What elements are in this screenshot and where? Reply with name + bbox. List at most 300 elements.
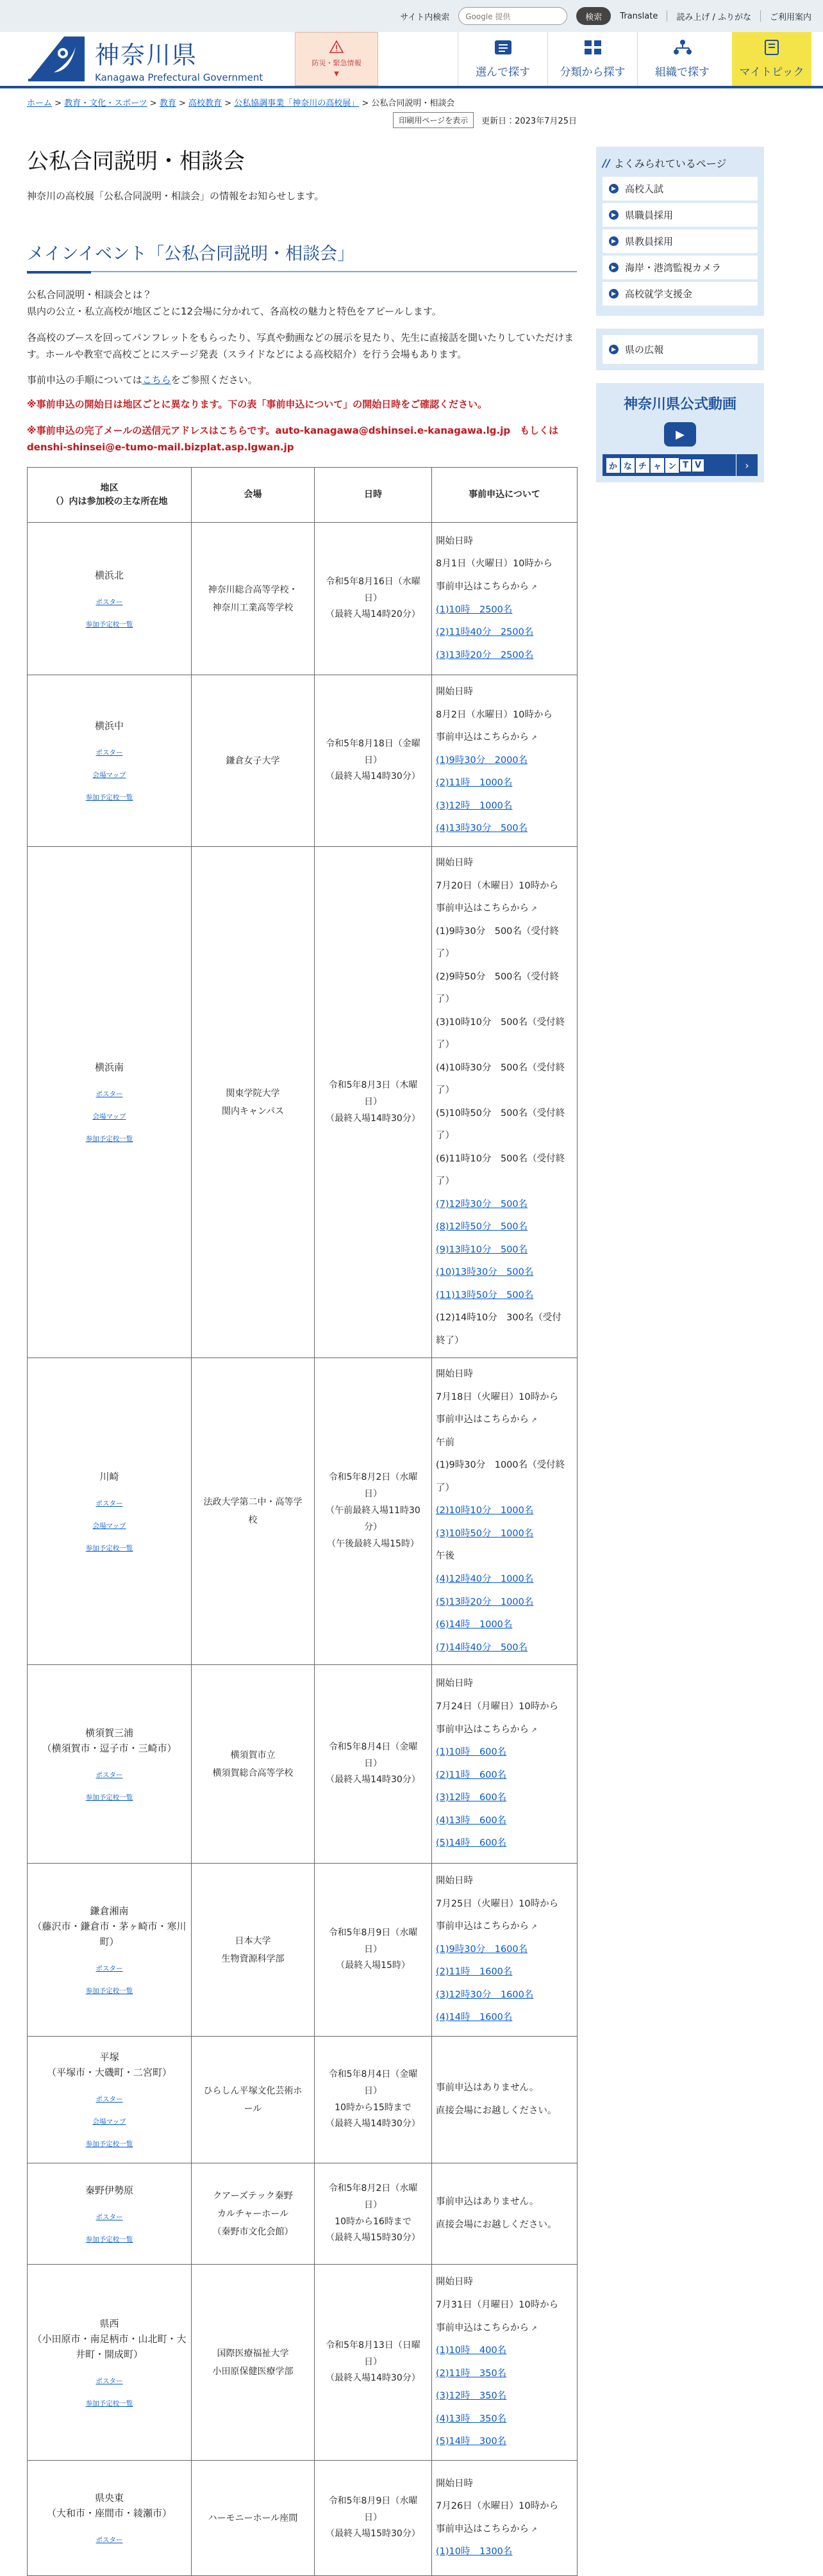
reservation-line: (6)11時10分 500名（受付終: [436, 1153, 565, 1164]
area-doc-link[interactable]: 参加予定校一覧: [85, 1135, 133, 1144]
reservation-line: (3)10時10分 500名（受付終: [436, 1017, 565, 1028]
venue-line: （秦野市文化会館）: [212, 2226, 294, 2237]
external-link-icon: ↗: [529, 1416, 537, 1425]
table-row: [28, 2037, 578, 2163]
translate-link[interactable]: Translate: [620, 11, 658, 21]
area-doc-link[interactable]: ポスター: [96, 2096, 123, 2104]
play-icon: ▶: [664, 422, 696, 447]
date-line: （最終入場14時30分）: [326, 2373, 420, 2384]
disaster-info-label: 防災・緊急情報: [312, 59, 362, 67]
date-line: （最終入場15時30分）: [326, 2233, 420, 2244]
date-line: （最終入場15時）: [336, 1960, 410, 1971]
date-line: 令和5年8月2日（水曜: [328, 2183, 418, 2194]
category-grid-icon: [583, 39, 603, 59]
date-cell: [315, 1665, 432, 1864]
date-line: 令和5年8月9日（水曜: [328, 1927, 418, 1938]
popular-link[interactable]: ▶ 海岸・港湾監視カメラ: [603, 256, 758, 279]
reservation-line: 8月2日（水曜日）10時から: [436, 709, 553, 720]
reservation-link-line: 事前申込はこちらから ↗: [436, 1724, 537, 1735]
area-name: 県西: [99, 2317, 119, 2329]
notice-start-date: ※事前申込の開始日は地区ごとに異なります。下の表「事前申込について」の開始日時をご確認ください。: [27, 398, 488, 411]
area-doc-link[interactable]: 会場マップ: [92, 1522, 126, 1530]
breadcrumb-link[interactable]: 教育: [159, 99, 176, 108]
reservation-slot-link[interactable]: (2)11時 600名: [436, 1769, 507, 1780]
date-cell: [315, 523, 432, 675]
reservation-slot-link[interactable]: (4)13時 350名: [436, 2413, 507, 2424]
reservation-cell: [432, 1665, 578, 1864]
area-doc-link[interactable]: 会場マップ: [92, 2118, 126, 2126]
venue-line: クアーズテック秦野: [213, 2190, 293, 2201]
venue-cell: [192, 847, 315, 1358]
date-line: 10時から16時まで: [335, 2216, 412, 2227]
popular-link[interactable]: ▶ 高校就学支援金: [603, 282, 758, 306]
date-line: （最終入場14時30分）: [326, 1113, 420, 1124]
venue-cell: [192, 2163, 315, 2265]
arrow-right-icon: ▶: [609, 236, 619, 246]
area-doc-link[interactable]: 参加予定校一覧: [85, 1793, 133, 1801]
nav-label: 組織で探す: [655, 66, 710, 79]
reservation-line: 開始日時: [436, 1369, 473, 1380]
slash-mark-icon: //: [603, 157, 610, 169]
venue-line: ール: [244, 2103, 262, 2114]
venue-cell: [192, 675, 315, 847]
area-cell: [28, 675, 192, 847]
reservation-line: 開始日時: [436, 536, 473, 546]
area-doc-link[interactable]: 参加予定校一覧: [85, 620, 133, 628]
external-link-icon: ↗: [529, 734, 537, 742]
reservation-line: 了）: [436, 1176, 454, 1187]
reservation-line: 午後: [436, 1551, 454, 1562]
search-placeholder: Google 提供: [465, 12, 511, 21]
arrow-right-icon: ▶: [609, 345, 619, 354]
reservation-slot-link[interactable]: (3)13時20分 2500名: [436, 650, 534, 660]
area-doc-link[interactable]: ポスター: [96, 1500, 123, 1507]
venue-cell: [192, 2265, 315, 2461]
date-line: 日）: [364, 2512, 382, 2523]
search-button[interactable]: 検索: [576, 7, 611, 25]
date-line: （最終入場14時30分）: [326, 1775, 420, 1785]
area-cell: [28, 1864, 192, 2037]
area-name: 平塚: [99, 2051, 119, 2063]
area-doc-link[interactable]: ポスター: [96, 749, 123, 757]
popular-link[interactable]: ▶ 県教員採用: [603, 229, 758, 253]
breadcrumb-link[interactable]: 高校教育: [188, 99, 222, 108]
area-towns: （平塚市・大磯町・二宮町）: [46, 2067, 172, 2079]
header-area: 地区 （）内は参加校の主な所在地: [28, 468, 192, 523]
breadcrumb-link[interactable]: 公私協調事業「神奈川の高校展」: [234, 99, 360, 108]
date-line: 日）: [364, 755, 382, 766]
venue-line: 関内キャンパス: [221, 1106, 285, 1117]
date-cell: [315, 1864, 432, 2037]
global-nav: [378, 32, 823, 86]
venue-line: 神奈川工業高等学校: [212, 602, 294, 613]
area-name: 鎌倉湘南: [90, 1905, 129, 1917]
area-towns: （横須賀市・逗子市・三崎市）: [42, 1742, 177, 1754]
table-row: [28, 847, 578, 1358]
venue-line: 横須賀市立: [230, 1750, 276, 1760]
nav-select-search[interactable]: [458, 32, 547, 86]
table-row: [28, 2163, 578, 2265]
venue-cell: [192, 1665, 315, 1864]
reservation-line: (2)9時50分 500名（受付終: [436, 971, 559, 982]
reservation-line: 開始日時: [436, 858, 473, 868]
reservation-line: 了）: [436, 994, 454, 1005]
area-cell: [28, 2265, 192, 2461]
intro-paragraph: [27, 286, 577, 320]
reservation-slot-link[interactable]: (1)10時 400名: [436, 2345, 507, 2356]
reservation-slot-link[interactable]: (5)14時 300名: [436, 2436, 507, 2447]
kana-chip: チ: [636, 458, 649, 473]
kana-chip: T: [680, 459, 691, 472]
lead-text: 神奈川の高校展「公私合同説明・相談会」の情報をお知らせします。: [27, 190, 324, 202]
reservation-slot-link[interactable]: (8)12時50分 500名: [436, 1222, 528, 1233]
table-row: [28, 1358, 578, 1665]
sidebar: [596, 116, 764, 2576]
header-venue: 会場: [192, 468, 315, 523]
area-doc-link[interactable]: ポスター: [96, 2377, 123, 2385]
reservation-line: 8月1日（火曜日）10時から: [436, 559, 553, 570]
date-cell: [315, 2265, 432, 2461]
procedure-text: をご参照ください。: [170, 374, 258, 386]
reservation-slot-link[interactable]: (5)13時20分 1000名: [436, 1596, 534, 1607]
external-link-icon: ↗: [529, 905, 537, 914]
area-doc-link[interactable]: 参加予定校一覧: [85, 2235, 133, 2244]
reservation-slot-link[interactable]: (2)11時 1600名: [436, 1967, 513, 1978]
kana-chip: ン: [665, 458, 679, 473]
kanagawa-emblem-icon: [26, 34, 87, 84]
area-doc-link[interactable]: ポスター: [96, 1964, 123, 1973]
date-line: 日）: [364, 2356, 382, 2367]
nav-my-topic[interactable]: [732, 32, 811, 86]
area-name: 横須賀三浦: [85, 1727, 133, 1739]
breadcrumb-link[interactable]: 教育・文化・スポーツ: [64, 99, 147, 108]
reservation-slot-link[interactable]: (1)10時 2500名: [436, 604, 513, 615]
date-line: （最終入場14時30分）: [326, 2119, 420, 2129]
date-line: 分）: [364, 1522, 382, 1533]
date-line: 日）: [364, 2199, 382, 2210]
procedure-paragraph: [27, 372, 577, 388]
reservation-slot-link[interactable]: (1)9時30分 1600名: [436, 1944, 528, 1955]
date-cell: [315, 847, 432, 1358]
venue-line: 生物資源科学部: [221, 1953, 285, 1964]
table-row: [28, 2461, 578, 2576]
area-name: 県央東: [94, 2492, 124, 2504]
reservation-line: 了）: [436, 949, 454, 960]
reservation-link-line: 事前申込はこちらから ↗: [436, 581, 537, 592]
reservation-line: (1)9時30分 1000名（受付終: [436, 1460, 565, 1471]
venue-cell: [192, 1358, 315, 1665]
venue-line: 鎌倉女子大学: [226, 755, 280, 766]
chevron-right-icon: ›: [736, 454, 758, 476]
venue-line: 小田原保健医療学部: [212, 2366, 294, 2377]
venue-line: 日本大学: [235, 1935, 271, 1946]
reservation-slot-link[interactable]: (4)14時 1600名: [436, 2012, 513, 2023]
venue-line: カルチャーホール: [217, 2208, 289, 2219]
reservation-cell: [432, 1358, 578, 1665]
breadcrumb-current: 公私合同説明・相談会: [371, 99, 455, 108]
venue-line: ハーモニーホール座間: [208, 2513, 298, 2523]
pr-box: [596, 329, 764, 370]
reservation-slot-link[interactable]: (3)12時 350名: [436, 2391, 507, 2402]
date-line: 日）: [364, 593, 382, 603]
header-reservation: 事前申込について: [432, 468, 578, 523]
intro-line: 公私合同説明・相談会とは？: [27, 289, 153, 300]
reservation-line: 事前申込はありません。: [436, 2197, 539, 2208]
popular-link[interactable]: ▶ 高校入試: [603, 177, 758, 201]
venue-line: 校: [248, 1515, 258, 1526]
utility-bar: [0, 0, 823, 32]
venue-line: 関東学院大学: [226, 1088, 280, 1099]
reservation-line: 開始日時: [436, 1678, 473, 1689]
venue-line: ひらしん平塚文化芸術ホ: [203, 2085, 303, 2096]
reservation-link-line: 事前申込はこちらから ↗: [436, 2322, 537, 2333]
logo-subtitle: Kanagawa Prefectural Government: [95, 71, 263, 83]
reservation-line: 7月31日（月曜日）10時から: [436, 2300, 559, 2310]
site-logo[interactable]: [0, 32, 295, 86]
breadcrumb-link[interactable]: ホーム: [27, 99, 53, 108]
area-doc-link[interactable]: ポスター: [96, 598, 123, 606]
reservation-slot-link[interactable]: (2)11時 1000名: [436, 778, 513, 789]
date-line: （最終入場14時30分）: [326, 771, 420, 782]
reservation-slot-link[interactable]: (10)13時30分 500名: [436, 1267, 534, 1278]
reservation-slot-link[interactable]: (11)13時50分 500名: [436, 1290, 534, 1300]
area-doc-link[interactable]: 参加予定校一覧: [85, 2140, 133, 2148]
table-header-row: [28, 468, 578, 523]
reservation-line: 7月20日（木曜日）10時から: [436, 880, 559, 891]
area-cell: [28, 1665, 192, 1864]
checklist-icon: [494, 39, 513, 59]
nav-organization-search[interactable]: [637, 32, 727, 86]
reservation-slot-link[interactable]: (1)10時 600名: [436, 1747, 507, 1758]
main-content: [27, 116, 577, 2576]
reservation-slot-link[interactable]: (9)13時10分 500名: [436, 1244, 528, 1255]
video-title: 神奈川県公式動画: [623, 397, 736, 413]
table-row: [28, 523, 578, 675]
reservation-slot-link[interactable]: (6)14時 1000名: [436, 1620, 513, 1630]
reservation-slot-link[interactable]: (3)12時 1000名: [436, 800, 513, 811]
reservation-line: 了）: [436, 1482, 454, 1493]
venue-line: 神奈川総合高等学校・: [208, 584, 298, 595]
guide-link[interactable]: ご利用案内: [769, 12, 811, 22]
popular-pages-title: よくみられているページ: [613, 158, 727, 170]
bookmark-icon: [763, 39, 780, 59]
pr-link[interactable]: ▶ 県の広報: [603, 335, 758, 364]
reservation-cell: [432, 675, 578, 847]
area-doc-link[interactable]: ポスター: [96, 1771, 123, 1779]
external-link-icon: ↗: [529, 2324, 537, 2333]
procedure-link[interactable]: こちら: [142, 374, 171, 386]
area-towns: （小田原市・南足柄市・山北町・大井町・開成町）: [32, 2333, 187, 2360]
reservation-slot-link[interactable]: (3)10時50分 1000名: [436, 1528, 534, 1539]
reservation-line: (12)14時10分 300名（受付: [436, 1313, 561, 1324]
kana-chip: な: [621, 458, 635, 473]
venue-line: 横須賀総合高等学校: [212, 1768, 294, 1778]
reservation-line: 7月25日（火曜日）10時から: [436, 1898, 559, 1909]
date-line: （午前最終入場11時30: [326, 1505, 420, 1516]
reservation-line: 了）: [436, 1085, 454, 1096]
reservation-line: 事前申込はありません。: [436, 2083, 539, 2094]
reservation-line: 開始日時: [436, 2277, 473, 2288]
reservation-line: 開始日時: [436, 1876, 473, 1887]
reservation-line: 直接会場にお越しください。: [436, 2105, 557, 2116]
kana-chip: ャ: [651, 458, 664, 473]
external-link-icon: ↗: [529, 582, 537, 591]
reservation-slot-link[interactable]: (2)10時10分 1000名: [436, 1505, 534, 1516]
reservation-line: (1)9時30分 500名（受付終: [436, 926, 559, 937]
event-table: [27, 467, 578, 2576]
nav-label: 選んで探す: [476, 66, 530, 79]
reservation-link-line: 事前申込はこちらから ↗: [436, 2523, 537, 2534]
reservation-slot-link[interactable]: (5)14時 600名: [436, 1838, 507, 1849]
table-row: [28, 675, 578, 847]
header-date: 日時: [315, 468, 432, 523]
reservation-line: 開始日時: [436, 2478, 473, 2489]
reservation-slot-link[interactable]: (4)13時30分 500名: [436, 823, 528, 834]
reservation-slot-link[interactable]: (3)12時30分 1600名: [436, 1989, 534, 2000]
external-link-icon: ↗: [529, 1725, 537, 1734]
date-line: 令和5年8月3日（木曜: [328, 1079, 418, 1090]
reservation-cell: [432, 2461, 578, 2576]
venue-cell: [192, 523, 315, 675]
area-doc-link[interactable]: 参加予定校一覧: [85, 793, 133, 801]
nav-label: 分類から探す: [560, 66, 626, 79]
reservation-link-line: 事前申込はこちらから ↗: [436, 1921, 537, 1932]
kanachannel-bar: [603, 454, 758, 476]
date-cell: [315, 675, 432, 847]
description-paragraph: 各高校のブースを回ってパンフレットをもらったり、写真や動画などの展示を見たり、先生に直接話を聞いたりしていただけます。ホールや教室で高校ごとにステージ発表（スライドなどによる高校紹介）を行う会場もあります。: [27, 331, 574, 360]
area-name: 秦野伊勢原: [85, 2184, 133, 2196]
reservation-line: 7月26日（水曜日）10時から: [436, 2501, 559, 2512]
popular-link[interactable]: ▶ 県職員採用: [603, 203, 758, 227]
area-doc-link[interactable]: ポスター: [96, 1090, 123, 1099]
date-line: （午後最終入場15時）: [327, 1539, 419, 1550]
area-towns: （藤沢市・鎌倉市・茅ヶ崎市・寒川町）: [32, 1920, 187, 1948]
reservation-line: (4)10時30分 500名（受付終: [436, 1062, 565, 1073]
reservation-cell: [432, 523, 578, 675]
kana-chip: か: [606, 458, 620, 473]
breadcrumb: ホーム > 教育・文化・スポーツ > 教育 > 高校教育 > 公私協調事業「神奈川の高校展」 > 公私合同説明・相談会: [27, 99, 455, 108]
print-page-button[interactable]: 印刷用ページを表示: [393, 112, 474, 128]
site-header: [0, 32, 823, 88]
reservation-line: 了）: [436, 1040, 454, 1051]
area-cell: [28, 2163, 192, 2265]
reservation-link-line: 事前申込はこちらから ↗: [436, 1415, 537, 1425]
reservation-cell: [432, 2265, 578, 2461]
date-line: （最終入場15時30分）: [326, 2529, 420, 2539]
reservation-link-line: 事前申込はこちらから ↗: [436, 903, 537, 914]
reservation-slot-link[interactable]: (4)13時 600名: [436, 1815, 507, 1826]
reservation-slot-link[interactable]: (1)10時 1300名: [436, 2547, 513, 2557]
reservation-line: (5)10時50分 500名（受付終: [436, 1108, 565, 1119]
chevron-down-icon: ▼: [334, 70, 339, 78]
table-row: [28, 1665, 578, 1864]
area-name: 横浜中: [94, 720, 124, 732]
kana-chip: V: [692, 459, 704, 472]
site-search-label: サイト内検索: [400, 12, 450, 22]
date-line: 令和5年8月9日（水曜: [328, 2495, 418, 2506]
date-cell: [315, 2037, 432, 2163]
venue-line: 法政大学第二中・高等学: [203, 1497, 303, 1508]
reservation-cell: [432, 2037, 578, 2163]
reservation-line: 7月18日（火曜日）10時から: [436, 1391, 559, 1402]
date-cell: [315, 1358, 432, 1665]
area-doc-link[interactable]: 会場マップ: [92, 1113, 126, 1121]
venue-cell: [192, 2461, 315, 2576]
area-doc-link[interactable]: ポスター: [96, 2213, 123, 2221]
reservation-slot-link[interactable]: (7)12時30分 500名: [436, 1199, 528, 1210]
table-row: [28, 1864, 578, 2037]
reservation-line: 直接会場にお越しください。: [436, 2219, 557, 2230]
arrow-right-icon: ▶: [609, 210, 619, 220]
date-line: 令和5年8月13日（日曜: [326, 2340, 420, 2350]
reservation-line: 開始日時: [436, 687, 473, 698]
date-line: 日）: [364, 1758, 382, 1769]
area-doc-link[interactable]: 会場マップ: [92, 771, 126, 780]
reservation-cell: [432, 847, 578, 1358]
reservation-slot-link[interactable]: (2)11時 350名: [436, 2368, 507, 2379]
date-line: 日）: [364, 1944, 382, 1955]
official-video-banner[interactable]: [596, 383, 764, 482]
reservation-slot-link[interactable]: (2)11時40分 2500名: [436, 627, 534, 638]
date-line: 日）: [364, 1096, 382, 1107]
reservation-line: 7月24日（月曜日）10時から: [436, 1702, 559, 1712]
table-row: [28, 2265, 578, 2461]
venue-cell: [192, 2037, 315, 2163]
area-cell: [28, 523, 192, 675]
reservation-cell: [432, 1864, 578, 2037]
section-heading: メインイベント「公私合同説明・相談会」: [27, 240, 577, 272]
notice-sender-address: ※事前申込の完了メールの送信元アドレスはこちらです。auto-kanagawa@dshinsei.e-kanagawa.lg.jp もしくは denshi-shinsei@e-tumo-mail.bizplat.asp.lgwan.jp: [27, 424, 559, 453]
warning-icon: [329, 40, 344, 55]
disaster-info-button[interactable]: [295, 32, 378, 86]
reservation-slot-link[interactable]: (3)12時 600名: [436, 1793, 507, 1803]
page-title: 公私合同説明・相談会: [27, 149, 245, 174]
date-line: 令和5年8月16日（水曜: [326, 576, 420, 587]
nav-category-search[interactable]: [547, 32, 637, 86]
divider: [760, 10, 761, 22]
reservation-slot-link[interactable]: (7)14時40分 500名: [436, 1642, 528, 1653]
procedure-text: 事前申込の手順については: [27, 374, 142, 386]
search-input[interactable]: [458, 7, 567, 25]
area-towns: （大和市・座間市・綾瀬市）: [46, 2507, 172, 2520]
reservation-line: 午前: [436, 1437, 454, 1448]
date-cell: [315, 2461, 432, 2576]
external-link-icon: ↗: [529, 1923, 537, 1932]
area-doc-link[interactable]: ポスター: [96, 2536, 123, 2545]
area-doc-link[interactable]: 参加予定校一覧: [85, 1987, 133, 1995]
venue-cell: [192, 1864, 315, 2037]
date-line: （最終入場14時20分）: [326, 609, 420, 620]
popular-pages-box: [596, 147, 764, 316]
reservation-slot-link[interactable]: (1)9時30分 2000名: [436, 755, 528, 766]
arrow-right-icon: ▶: [609, 263, 619, 272]
yomiage-link[interactable]: 読み上げ / ふりがな: [676, 12, 751, 22]
date-line: 令和5年8月4日（金曜: [328, 1741, 418, 1752]
org-chart-icon: [673, 39, 692, 59]
area-name: 横浜北: [94, 569, 124, 581]
intro-line: 県内の公立・私立高校が地区ごとに12会場に分かれて、各高校の魅力と特色をアピールします。: [27, 306, 442, 318]
area-doc-link[interactable]: 参加予定校一覧: [85, 2399, 133, 2408]
date-line: 令和5年8月2日（水曜: [328, 1472, 418, 1483]
venue-line: 国際医療福祉大学: [217, 2348, 289, 2359]
date-line: 令和5年8月18日（金曜: [326, 738, 420, 749]
date-line: 令和5年8月4日（金曜: [328, 2069, 418, 2080]
area-doc-link[interactable]: 参加予定校一覧: [85, 1544, 133, 1552]
updated-date: 更新日：2023年7月25日: [481, 117, 577, 126]
reservation-slot-link[interactable]: (4)12時40分 1000名: [436, 1573, 534, 1584]
area-name: 横浜南: [94, 1062, 124, 1074]
reservation-link-line: 事前申込はこちらから ↗: [436, 732, 537, 743]
